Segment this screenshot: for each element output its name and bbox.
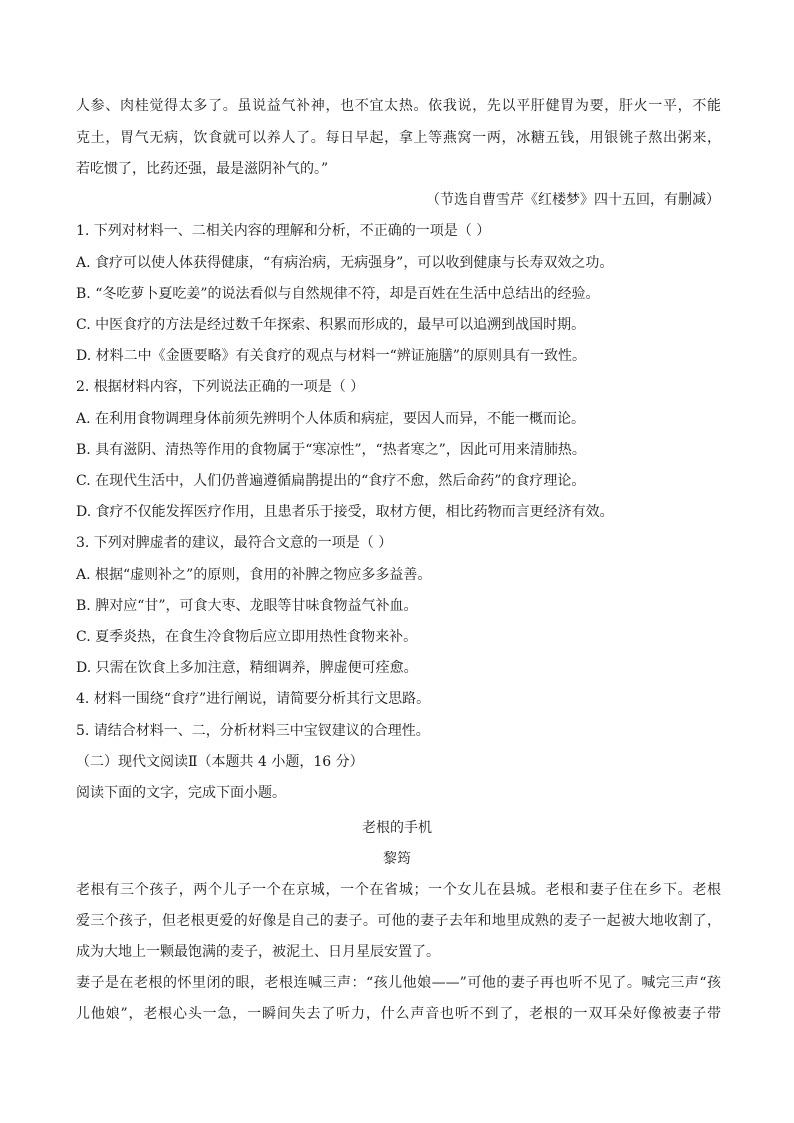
story-line: 成为大地上一颗最饱满的麦子，被泥土、日月星辰安置了。 bbox=[76, 944, 440, 960]
question-1-option-b: B. “冬吃萝卜夏吃姜”的说法看似与自然规律不符，却是百姓在生活中总结出的经验。 bbox=[76, 286, 600, 302]
question-1-option-a: A. 食疗可以使人体获得健康，“有病治病，无病强身”，可以收到健康与长寿双效之功。 bbox=[76, 255, 614, 271]
question-1-option-c: C. 中医食疗的方法是经过数千年探索、积累而形成的，最早可以追溯到战国时期。 bbox=[76, 317, 586, 333]
question-4: 4. 材料一围绕“食疗”进行阐说，请简要分析其行文思路。 bbox=[76, 691, 431, 707]
passage-line: 人参、肉桂觉得太多了。虽说益气补神，也不宜太热。依我说，先以平肝健胃为要，肝火一平，不能 bbox=[76, 98, 721, 114]
section-instruction: 阅读下面的文字，完成下面小题。 bbox=[76, 785, 286, 801]
question-2-option-d: D. 食疗不仅能发挥医疗作用，且患者乐于接受，取材方便，相比药物而言更经济有效。 bbox=[76, 504, 614, 520]
story-line: 爱三个孩子，但老根更爱的好像是自己的妻子。可他的妻子去年和地里成熟的麦子一起被大地收割了， bbox=[76, 913, 721, 929]
question-1-option-d: D. 材料二中《金匮要略》有关食疗的观点与材料一“辨证施膳”的原则具有一致性。 bbox=[76, 348, 586, 364]
story-line: 老根有三个孩子，两个儿子一个在京城，一个在省城；一个女儿在县城。老根和妻子住在乡下。老根 bbox=[76, 882, 721, 898]
passage-line: 若吃惯了，比药还强，最是滋阴补气的。” bbox=[76, 161, 329, 177]
story-line: 儿他娘”，老根心头一急，一瞬间失去了听力，什么声音也听不到了，老根的一双耳朵好像被妻子带 bbox=[76, 1006, 721, 1022]
question-2-option-a: A. 在利用食物调理身体前须先辨明个人体质和病症，要因人而异，不能一概而论。 bbox=[76, 411, 586, 427]
question-3-stem: 3. 下列对脾虚者的建议，最符合文意的一项是（ ） bbox=[76, 535, 393, 551]
story-author: 黎筠 bbox=[383, 851, 411, 867]
question-3-option-d: D. 只需在饮食上多加注意，精细调养，脾虚便可痊愈。 bbox=[76, 660, 418, 676]
question-1-stem: 1. 下列对材料一、二相关内容的理解和分析，不正确的一项是（ ） bbox=[76, 223, 491, 239]
section-heading: （二）现代文阅读Ⅱ（本题共 4 小题，16 分） bbox=[76, 754, 364, 770]
story-title: 老根的手机 bbox=[362, 820, 432, 836]
question-3-option-c: C. 夏季炎热，在食生冷食物后应立即用热性食物来补。 bbox=[76, 629, 418, 645]
question-2-option-c: C. 在现代生活中，人们仍普遍遵循扁鹊提出的“食疗不愈，然后命药”的食疗理论。 bbox=[76, 473, 586, 489]
question-5: 5. 请结合材料一、二，分析材料三中宝钗建议的合理性。 bbox=[76, 723, 430, 739]
story-line: 妻子是在老根的怀里闭的眼，老根连喊三声：“孩儿他娘——”可他的妻子再也听不见了。喊完三声“孩 bbox=[76, 975, 721, 991]
passage-line: 克土，胃气无病，饮食就可以养人了。每日早起，拿上等燕窝一两，冰糖五钱，用银铫子熬出粥来， bbox=[76, 130, 721, 146]
question-3-option-b: B. 脾对应“甘”，可食大枣、龙眼等甘味食物益气补血。 bbox=[76, 598, 418, 614]
question-3-option-a: A. 根据“虚则补之”的原则，食用的补脾之物应多多益善。 bbox=[76, 567, 432, 583]
passage-source: （节选自曹雪芹《红楼梦》四十五回，有删减） bbox=[426, 192, 720, 208]
question-2-stem: 2. 根据材料内容，下列说法正确的一项是（ ） bbox=[76, 379, 365, 395]
question-2-option-b: B. 具有滋阴、清热等作用的食物属于“寒凉性”，“热者寒之”，因此可用来清肺热。 bbox=[76, 442, 586, 458]
